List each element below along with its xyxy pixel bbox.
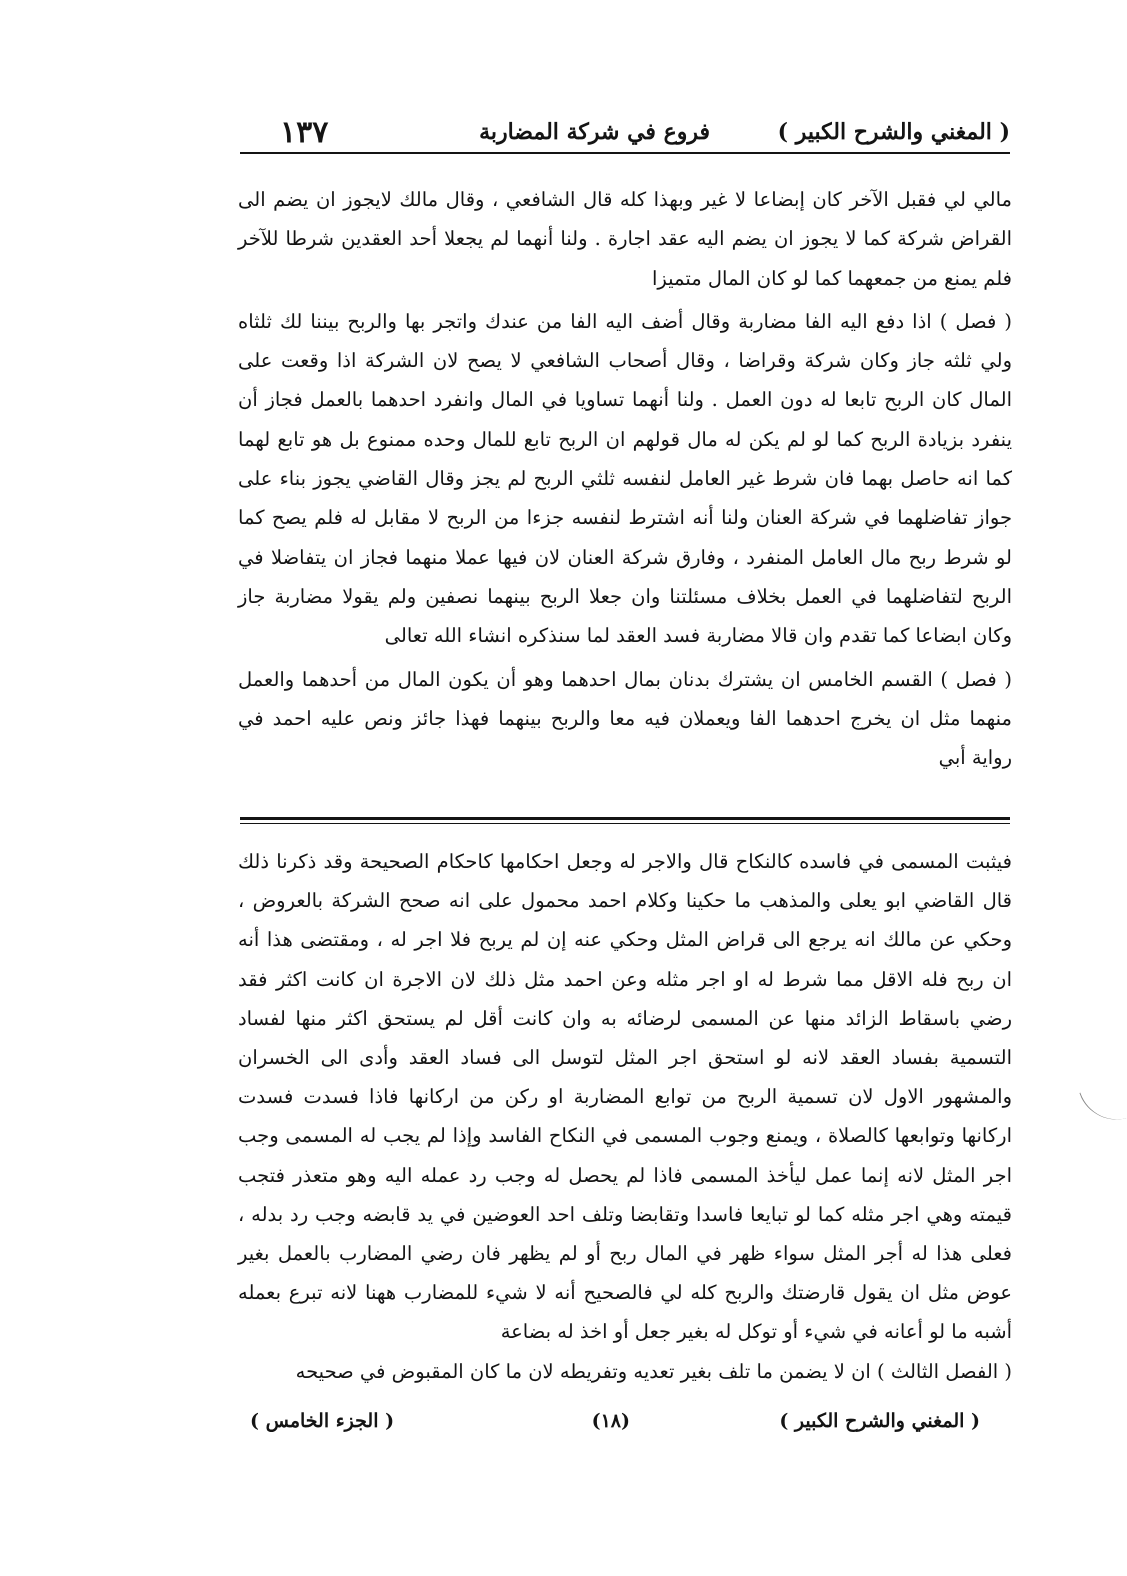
main-text [238,180,1012,777]
section-separator-thin [240,823,1010,824]
main-paragraph: ( فصل ) اذا دفع اليه الفا مضاربة وقال أضف اليه الفا من عندك واتجر بها والربح بيننا لك ثلثاه ولي ثلثه جاز وكان شركة وقراضا ، وقال أصحاب الشافعي لا يصح لان الشركة اذا وقعت على المال كان الربح تابعا له دون العمل . ولنا أنهما تساويا في المال وانفرد احدهما بالعمل فجاز أن ينفرد بزيادة الربح كما لو لم يكن له مال قولهم ان الربح تابع للمال وحده ممنوع بل هو تابع لهما كما انه حاصل بهما فان شرط غير العامل لنفسه ثلثي الربح لم يجز وقال القاضي يجوز بناء على جواز تفاضلهما في شركة العنان ولنا أنه اشترط لنفسه جزءا من الربح لا مقابل له فلم يصح كما لو شرط ربح مال العامل المنفرد ، وفارق شركة العنان لان فيها عملا منهما فجاز ان يتفاضلا في الربح لتفاضلهما في العمل بخلاف مسئلتنا وان جعلا الربح بينهما نصفين ولم يقولا مضاربة جاز وكان ابضاعا كما تقدم وان قالا مضاربة فسد العقد لما سنذكره انشاء الله تعالى [238,309,1013,648]
footer-book-title: ( المغني والشرح الكبير ) [779,1410,980,1432]
header-chapter-title: فروع في شركة المضاربة [479,119,710,145]
commentary-paragraph: فيثبت المسمى في فاسده كالنكاح قال والاجر له وجعل احكامها كاحكام الصحيحة وقد ذكرنا ذلك قال القاضي ابو يعلى والمذهب ما حكينا وكلام احمد محمول على انه صحح الشركة بالعروض ، وحكي عن مالك انه يرجع الى قراض المثل وحكي عنه إن لم يربح فلا اجر له ، ومقتضى هذا أنه ان ربح فله الاقل مما شرط له او اجر مثله وعن احمد مثل ذلك لان الاجرة ان كانت اكثر فقد رضي باسقاط الزائد منها عن المسمى لرضائه به وان كانت أقل لم يستحق اكثر منها لفساد التسمية بفساد العقد لانه لو استحق اجر المثل لتوسل الى فساد العقد وأدى الى الخسران والمشهور الاول لان تسمية الربح من توابع المضاربة او ركن من اركانها فاذا فسدت فسدت اركانها وتوابعها كالصلاة ، ويمنع وجوب المسمى في النكاح الفاسد وإذا لم يجب له المسمى وجب اجر المثل لانه إنما عمل ليأخذ المسمى فاذا لم يحصل له وجب رد عمله اليه وهو متعذر فتجب قيمته وهي اجر مثله كما لو تبايعا فاسدا وتقابضا وتلف احد العوضين في يد قابضه وجب رد بدله ، فعلى هذا له أجر المثل سواء ظهر في المال ربح أو لم يظهر فان رضي المضارب بالعمل بغير عوض مثل ان يقول قارضتك والربح كله لي فالصحيح أنه لا شيء للمضارب ههنا لانه تبرع بعمله أشبه ما لو أعانه في شيء أو توكل له بغير جعل أو اخذ له بضاعة [238,850,1012,1344]
main-paragraph: مالي لي فقبل الآخر كان إبضاعا لا غير وبهذا كله قال الشافعي ، وقال مالك لايجوز ان يضم الى القراض شركة كما لا يجوز ان يضم اليه عقد اجارة . ولنا أنهما لم يجعلا أحد العقدين شرطا للآخر فلم يمنع من جمعهما كما لو كان المال متميزا [238,188,1012,290]
page-footer [240,1410,1010,1444]
section-separator [240,817,1010,820]
commentary-paragraph: ( الفصل الثالث ) ان لا يضمن ما تلف بغير تعديه وتفريطه لان ما كان المقبوض في صحيحه [295,1359,1012,1383]
main-paragraph: ( فصل ) القسم الخامس ان يشترك بدنان بمال احدهما وهو أن يكون المال من أحدهما والعمل منهما مثل ان يخرج احدهما الفا ويعملان فيه معا والربح بينهما فهذا جائز ونص عليه احمد في رواية أبي [238,667,1012,770]
scan-mark [1079,1080,1127,1131]
footer-volume: ( الجزء الخامس ) [250,1410,395,1432]
header-rule [240,152,1010,154]
footer-signature: (١٨) [591,1410,630,1432]
commentary-text [238,842,1012,1391]
header-book-title: ( المغني والشرح الكبير ) [777,119,1010,145]
page-number: ١٣٧ [280,115,329,150]
